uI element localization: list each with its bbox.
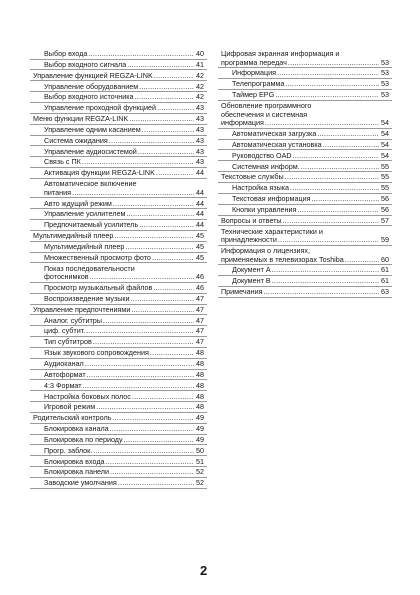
toc-page-number: 44	[196, 198, 204, 208]
toc-page-number: 49	[196, 413, 204, 423]
toc-subsection-entry[interactable]	[33, 158, 204, 167]
toc-subsection-entry[interactable]	[33, 447, 204, 456]
toc-entry-title: Таймер EPG	[232, 90, 275, 100]
toc-page-number: 56	[381, 204, 389, 214]
toc-subsection-entry[interactable]	[33, 93, 204, 102]
dot-leader	[110, 425, 194, 434]
toc-entry-title: Автоформат	[44, 369, 86, 379]
toc-entry-title: информация	[221, 118, 264, 128]
dot-leader	[124, 436, 194, 445]
dot-leader	[126, 210, 194, 219]
toc-entry-title: Текстовые службы	[221, 172, 284, 182]
dot-leader	[264, 288, 380, 297]
dot-leader	[290, 184, 379, 193]
toc-page-number: 44	[196, 168, 204, 178]
dot-leader	[288, 59, 379, 68]
toc-page-number: 61	[381, 276, 389, 286]
toc-page-number: 52	[196, 467, 204, 477]
dot-leader	[317, 130, 379, 139]
toc-page-number: 44	[196, 220, 204, 230]
toc-subsection-entry[interactable]	[33, 210, 204, 219]
toc-subsection-entry[interactable]	[221, 195, 389, 204]
dot-leader	[265, 119, 379, 128]
toc-entry-title: Управление оборудованием	[44, 81, 139, 91]
toc-entry-title: Системная информ.	[232, 161, 300, 171]
toc-entry-title-line: Автоматическое включение	[44, 179, 137, 189]
dot-leader	[90, 273, 194, 282]
toc-page-number: 57	[381, 215, 389, 225]
toc-page-number: 45	[196, 252, 204, 262]
dot-leader	[112, 414, 194, 423]
dot-leader	[129, 115, 194, 124]
toc-page-number: 53	[381, 68, 389, 78]
toc-section-entry[interactable]	[221, 217, 389, 226]
toc-entry-title: циф. субтит.	[44, 326, 86, 336]
toc-entry-title: Управление функцией REGZA-LINK	[33, 70, 153, 80]
dot-leader	[157, 104, 194, 113]
toc-page-number: 47	[196, 337, 204, 347]
toc-section-entry[interactable]	[221, 247, 389, 264]
toc-entry-title: питания	[44, 187, 71, 197]
toc-entry-title: Примечания	[221, 287, 263, 297]
toc-right-column	[221, 50, 389, 299]
toc-entry-title: Настройка боковых полос	[44, 391, 131, 401]
toc-entry-title: Управление усилителем	[44, 209, 126, 219]
toc-page-number: 54	[381, 139, 389, 149]
toc-entry-title: Блокировка панели	[44, 467, 110, 477]
toc-subsection-entry[interactable]	[33, 265, 204, 282]
toc-subsection-entry[interactable]	[33, 349, 204, 358]
toc-page-number: 49	[196, 424, 204, 434]
toc-entry-title: Активация функции REGZA-LINK	[44, 168, 155, 178]
toc-page-number: 40	[196, 49, 204, 58]
toc-entry-title: Предпочитаемый усилитель	[44, 220, 139, 230]
toc-section-entry[interactable]	[33, 115, 204, 124]
toc-page-number: 44	[196, 187, 204, 197]
toc-page-number: 47	[196, 293, 204, 303]
toc-left-column	[33, 50, 204, 490]
toc-page-number: 48	[196, 358, 204, 368]
toc-page-number: 41	[196, 59, 204, 69]
toc-entry-title: фотоснимков	[44, 272, 89, 282]
toc-entry-title: Прогр. заблок.	[44, 445, 93, 455]
entry-divider	[30, 488, 207, 489]
toc-subsection-entry[interactable]	[221, 206, 389, 215]
toc-entry-title: Управление одним касанием	[44, 124, 141, 134]
toc-entry-title: Выбор входа	[44, 49, 88, 58]
toc-page-number: 47	[196, 315, 204, 325]
dot-leader	[114, 232, 194, 241]
toc-page-number: 44	[196, 209, 204, 219]
toc-page-number: 53	[381, 57, 389, 67]
toc-entry-title: Руководство OAD	[232, 150, 292, 160]
dot-leader	[106, 458, 194, 467]
toc-subsection-entry[interactable]	[33, 221, 204, 230]
toc-entry-title: Меню функции REGZA-LINK	[33, 114, 129, 124]
toc-entry-title: Кнопки управления	[232, 204, 297, 214]
toc-entry-title: Аудиоканал	[44, 358, 84, 368]
toc-entry-title-line: Показ последовательности	[44, 263, 135, 273]
dot-leader	[82, 158, 194, 167]
toc-entry-title: Документ A	[232, 265, 271, 275]
toc-subsection-entry[interactable]	[33, 468, 204, 477]
toc-subsection-entry[interactable]	[33, 284, 204, 293]
page-number: 2	[200, 563, 208, 578]
toc-entry-title: Текстовая информация	[232, 194, 311, 204]
toc-page-number: 50	[196, 445, 204, 455]
dot-leader	[118, 479, 194, 488]
toc-subsection-entry[interactable]	[33, 126, 204, 135]
dot-leader	[283, 217, 379, 226]
dot-leader	[277, 69, 379, 78]
dot-leader	[86, 327, 194, 336]
toc-page-number: 43	[196, 135, 204, 145]
toc-entry-title: Воспроизведение музыки	[44, 293, 130, 303]
dot-leader	[153, 284, 194, 293]
toc-subsection-entry[interactable]	[33, 200, 204, 209]
toc-page-number: 46	[196, 272, 204, 282]
toc-page-number: 48	[196, 369, 204, 379]
toc-entry-title: Родительский контроль	[33, 413, 112, 423]
toc-page-number: 54	[381, 150, 389, 160]
toc-page-number: 45	[196, 241, 204, 251]
toc-page-number: 48	[196, 380, 204, 390]
toc-subsection-entry[interactable]	[33, 360, 204, 369]
toc-entry-title: Блокировка по периоду	[44, 434, 123, 444]
toc-subsection-entry[interactable]	[33, 50, 204, 59]
dot-leader	[83, 382, 194, 391]
toc-entry-title: Аналог. субтитры	[44, 315, 102, 325]
toc-entry-title: Просмотр музыкальный файлов	[44, 283, 153, 293]
toc-entry-title: Настройка языка	[232, 183, 290, 193]
dot-leader	[323, 141, 379, 150]
dot-leader	[110, 468, 194, 477]
toc-subsection-entry[interactable]	[221, 266, 389, 275]
dot-leader	[127, 61, 194, 70]
toc-subsection-entry[interactable]	[221, 80, 389, 89]
dot-leader	[93, 338, 194, 347]
dot-leader	[301, 163, 379, 172]
dot-leader	[156, 169, 194, 178]
toc-entry-title: Игровой режим	[44, 402, 96, 412]
toc-subsection-entry[interactable]	[33, 104, 204, 113]
toc-subsection-entry[interactable]	[33, 83, 204, 92]
toc-page-number: 42	[196, 81, 204, 91]
dot-leader	[87, 371, 194, 380]
toc-page-number: 43	[196, 157, 204, 167]
toc-section-entry[interactable]	[33, 232, 204, 241]
toc-page-number: 59	[381, 235, 389, 245]
toc-section-entry[interactable]	[33, 414, 204, 423]
toc-subsection-entry[interactable]	[221, 163, 389, 172]
dot-leader	[103, 317, 194, 326]
toc-page-number: 56	[381, 194, 389, 204]
toc-page-number: 60	[381, 254, 389, 264]
toc-subsection-entry[interactable]	[33, 295, 204, 304]
toc-entry-title: Автоматическая установка	[232, 139, 322, 149]
toc-page-number: 48	[196, 348, 204, 358]
toc-page-number: 42	[196, 92, 204, 102]
dot-leader	[293, 152, 379, 161]
dot-leader	[96, 403, 194, 412]
toc-subsection-entry[interactable]	[221, 69, 389, 78]
toc-subsection-entry[interactable]	[33, 436, 204, 445]
toc-page-number: 45	[196, 231, 204, 241]
toc-page-number: 55	[381, 172, 389, 182]
toc-page-number: 51	[196, 456, 204, 466]
toc-subsection-entry[interactable]	[33, 425, 204, 434]
dot-leader	[272, 277, 379, 286]
toc-entry-title: Блокировка входа	[44, 456, 105, 466]
toc-entry-title: 4:3 Формат	[44, 380, 82, 390]
toc-subsection-entry[interactable]	[33, 317, 204, 326]
toc-subsection-entry[interactable]	[33, 137, 204, 146]
toc-page-number: 43	[196, 103, 204, 113]
toc-entry-title: Автоматическая загрузка	[232, 129, 317, 138]
toc-page-number: 53	[381, 79, 389, 89]
toc-subsection-entry[interactable]	[33, 479, 204, 488]
toc-subsection-entry[interactable]	[33, 382, 204, 391]
toc-entry-title: Тип субтитров	[44, 337, 92, 347]
toc-entry-title: Язык звукового сопровождения	[44, 348, 149, 358]
toc-page-number: 48	[196, 402, 204, 412]
dot-leader	[285, 80, 379, 89]
toc-page-number: 48	[196, 391, 204, 401]
toc-subsection-entry[interactable]	[33, 393, 204, 402]
dot-leader	[285, 173, 379, 182]
dot-leader	[88, 50, 194, 59]
dot-leader	[135, 93, 194, 102]
dot-leader	[150, 349, 194, 358]
toc-section-entry[interactable]	[33, 306, 204, 315]
dot-leader	[142, 126, 194, 135]
toc-entry-title: Мультимедийный плеер	[44, 241, 125, 251]
toc-section-entry[interactable]	[221, 102, 389, 128]
toc-entry-title: Мультимедийный плеер	[33, 231, 114, 241]
toc-page-number: 46	[196, 283, 204, 293]
dot-leader	[139, 83, 194, 92]
toc-entry-title-line: Цифровая экранная информация и	[221, 49, 340, 58]
toc-page-number: 47	[196, 326, 204, 336]
toc-entry-title: Документ B	[232, 276, 271, 286]
dot-leader	[275, 91, 379, 100]
toc-subsection-entry[interactable]	[33, 148, 204, 157]
toc-page-number: 42	[196, 70, 204, 80]
toc-entry-title: Вопросы и ответы	[221, 215, 282, 225]
toc-section-entry[interactable]	[221, 173, 389, 182]
toc-entry-title: применяемых в телевизорах Toshiba	[221, 254, 344, 264]
dot-leader	[132, 393, 194, 402]
toc-entry-title: Телепрограмма	[232, 79, 285, 89]
toc-section-entry[interactable]	[33, 72, 204, 81]
toc-page-number: 55	[381, 183, 389, 193]
toc-entry-title: Выбор входного источника	[44, 92, 134, 102]
toc-subsection-entry[interactable]	[221, 91, 389, 100]
toc-entry-title-line: Обновление программного	[221, 100, 312, 110]
toc-entry-title: программа передач	[221, 57, 287, 67]
toc-page-number: 63	[381, 287, 389, 297]
toc-entry-title: Заводские умолчания	[44, 478, 117, 488]
toc-subsection-entry[interactable]	[33, 243, 204, 252]
dot-leader	[138, 148, 194, 157]
toc-page-number: 43	[196, 124, 204, 134]
dot-leader	[113, 200, 194, 209]
dot-leader	[93, 447, 194, 456]
toc-subsection-entry[interactable]	[221, 277, 389, 286]
toc-page-number: 54	[381, 118, 389, 128]
toc-subsection-entry[interactable]	[221, 184, 389, 193]
toc-entry-title: Блокировка канала	[44, 424, 109, 434]
toc-entry-title: Выбор входного сигнала	[44, 59, 127, 69]
toc-entry-title: Авто ждущий режим	[44, 198, 112, 208]
toc-page-number: 53	[381, 90, 389, 100]
toc-subsection-entry[interactable]	[221, 152, 389, 161]
toc-entry-title: Множественный просмотр фото	[44, 252, 151, 262]
toc-subsection-entry[interactable]	[33, 254, 204, 263]
toc-subsection-entry[interactable]	[33, 403, 204, 412]
entry-divider	[218, 297, 392, 298]
toc-entry-title-line: обеспечения и системная	[221, 109, 308, 119]
toc-entry-title: Связь с ПК	[44, 157, 81, 167]
dot-leader	[139, 221, 194, 230]
dot-leader	[72, 189, 194, 198]
toc-page-number: 52	[196, 478, 204, 488]
toc-entry-title-line: Технические характеристики и	[221, 226, 323, 236]
toc-entry-title: принадлежности	[221, 235, 277, 245]
toc-subsection-entry[interactable]	[33, 371, 204, 380]
dot-leader	[312, 195, 380, 204]
dot-leader	[278, 236, 379, 245]
toc-section-entry[interactable]	[221, 288, 389, 297]
toc-subsection-entry[interactable]	[33, 327, 204, 336]
toc-page-number: 54	[381, 129, 389, 138]
dot-leader	[85, 360, 194, 369]
dot-leader	[272, 266, 379, 275]
toc-subsection-entry[interactable]	[33, 338, 204, 347]
dot-leader	[125, 243, 194, 252]
toc-page-number: 43	[196, 146, 204, 156]
toc-subsection-entry[interactable]	[33, 180, 204, 197]
dot-leader	[345, 256, 379, 265]
toc-entry-title-line: Информация о лицензиях,	[221, 246, 311, 256]
toc-entry-title: Управление предпочтениями	[33, 304, 131, 314]
toc-entry-title: Управление проходной функцией	[44, 103, 156, 113]
dot-leader	[109, 137, 194, 146]
toc-subsection-entry[interactable]	[33, 61, 204, 70]
dot-leader	[154, 72, 194, 81]
toc-page-number: 47	[196, 304, 204, 314]
toc-entry-title: Система ожидания	[44, 135, 108, 145]
toc-subsection-entry[interactable]	[221, 130, 389, 139]
toc-entry-title: Информация	[232, 68, 277, 78]
toc-page-number: 43	[196, 114, 204, 124]
toc-page-number: 49	[196, 434, 204, 444]
toc-section-entry[interactable]	[221, 50, 389, 67]
toc-entry-title: Управление аудиосистемой	[44, 146, 137, 156]
dot-leader	[297, 206, 379, 215]
toc-subsection-entry[interactable]	[33, 458, 204, 467]
toc-page-number: 61	[381, 265, 389, 275]
toc-section-entry[interactable]	[221, 228, 389, 245]
toc-page-number: 55	[381, 161, 389, 171]
toc-subsection-entry[interactable]	[33, 169, 204, 178]
dot-leader	[131, 306, 194, 315]
dot-leader	[152, 254, 194, 263]
dot-leader	[131, 295, 194, 304]
toc-subsection-entry[interactable]	[221, 141, 389, 150]
